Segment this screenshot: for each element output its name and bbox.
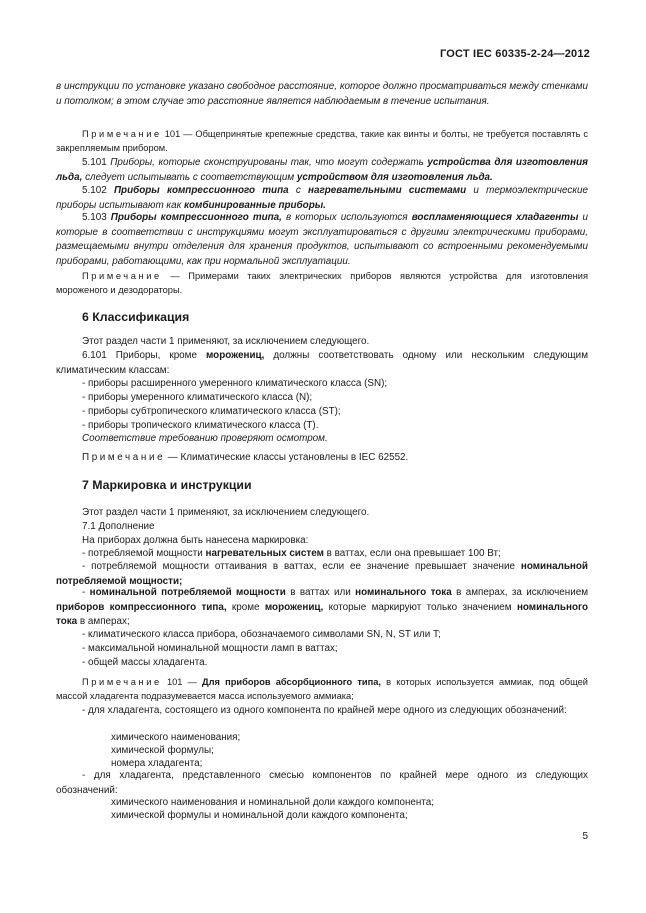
- item-text: в ваттах, если она превышает 100 Вт;: [323, 548, 501, 559]
- term-bold: устройства для изготовления льда,: [56, 157, 588, 183]
- compliance-statement: Соответствие требованию проверяют осмотром.: [82, 433, 328, 444]
- designation-item: химической формулы и номинальной доли каждого компонента;: [111, 810, 408, 821]
- term-bold: номинального тока: [355, 587, 452, 598]
- clause-text: с: [288, 185, 309, 196]
- continued-paragraph: в инструкции по установке указано свободное расстояние, которое должно просматриваться между стенками и потолком; в этом случае это расстояние является наблюдаемым в течение испытания.: [56, 81, 588, 107]
- term-bold: Для приборов абсорбционного типа,: [202, 677, 382, 687]
- note-101-fastening: [56, 127, 588, 155]
- note-text: 101 — Общепринятые крепежные средства, такие как винты и болты, не требуется поставлять с закрепляемым прибором.: [56, 129, 588, 153]
- item-text: в амперах, за исключением: [451, 587, 588, 598]
- clause-text: и которые в соответствии с инструкциями могут эксплуатироваться с другими электрическими приборами, размещаемыми внутри отделения для хранения продуктов, испытывают со встроенными рекомендуемыми приборами, работающими, как при нормальной эксплуатации.: [56, 212, 588, 267]
- clause-text: и термоэлектрические приборы испытывают как: [56, 185, 588, 211]
- item-text: в амперах;: [77, 616, 130, 628]
- note-text: — Климатические классы установлены в IEC 62552.: [165, 452, 409, 463]
- marking-item: - максимальной номинальной мощности ламп в ваттах;: [82, 643, 338, 654]
- clause-text: в которых используются: [281, 212, 412, 223]
- item-text: в ваттах или: [285, 587, 356, 598]
- note-label: Примечание: [82, 677, 162, 687]
- clause-text: Приборы, которые сконструированы так, что могут содержать: [110, 157, 428, 168]
- page-number: 5: [582, 831, 588, 842]
- subclause-7-1: 7.1 Дополнение: [82, 521, 155, 532]
- clause-5-103: [56, 211, 588, 269]
- note-text: 101 —: [161, 677, 203, 687]
- item-text: - потребляемой мощности оттаивания в ваттах, если ее значение превышает значение: [82, 561, 521, 572]
- item-text: кроме: [226, 601, 265, 613]
- mixture-refrigerant-intro: - для хладагента, представленного смесью компонентов по крайней мере одного из следующих обозначений:: [56, 770, 588, 796]
- term-bold: приборов компрессионного типа,: [56, 601, 227, 613]
- note-text: в которых используется аммиак, под общей массой хладагента подразумевается масса используемого аммиака;: [56, 677, 588, 701]
- clause-number: 5.102: [82, 185, 114, 196]
- term-bold: устройством для изготовления льда.: [296, 171, 493, 183]
- clause-6-101: [56, 349, 588, 378]
- climate-class-item: - приборы умеренного климатического класса (N);: [82, 392, 313, 403]
- climate-class-item: - приборы субтропического климатического класса (ST);: [82, 406, 341, 417]
- marking-intro: На приборах должна быть нанесена маркировка:: [82, 535, 309, 546]
- section-6-intro: Этот раздел части 1 применяют, за исключением следующего.: [82, 336, 370, 347]
- designation-item: номера хладагента;: [111, 758, 203, 769]
- clause-text: должны соответствовать одному или нескольким следующим климатическим классам:: [56, 350, 588, 376]
- section-6-heading: 6 Классификация: [82, 310, 190, 324]
- term-bold: морожениц,: [206, 350, 265, 361]
- item-text: которые маркируют только значением: [323, 601, 517, 613]
- item-text: - потребляемой мощности: [82, 548, 206, 559]
- section-7-intro: Этот раздел части 1 применяют, за исключением следующего.: [82, 507, 370, 518]
- designation-item: химического наименования и номинальной доли каждого компонента;: [111, 797, 434, 808]
- term-bold: воспламеняющиеся хладагенты: [411, 212, 579, 223]
- climate-class-item: - приборы расширенного умеренного климатического класса (SN);: [82, 378, 388, 389]
- item-text: -: [82, 587, 90, 598]
- term-bold: Приборы компрессионного типа,: [110, 212, 282, 223]
- clause-number: 5.103: [82, 212, 111, 223]
- clause-5-101: [56, 156, 588, 185]
- note-label: Примечание: [82, 271, 162, 281]
- marking-item: [56, 560, 588, 589]
- standard-code-header: ГОСТ IEC 60335-2-24—2012: [439, 48, 590, 60]
- term-bold: комбинированные приборы.: [183, 199, 326, 211]
- term-bold: нагревательными системами: [308, 185, 467, 196]
- note-text: — Примерами таких электрических приборов являются устройства для изготовления мороженого и дезодораторы.: [56, 271, 588, 295]
- section-7-heading: 7 Маркировка и инструкции: [82, 478, 252, 492]
- term-bold: нагревательных систем: [205, 548, 324, 559]
- note-climate-classes: [82, 451, 408, 465]
- marking-item: [82, 547, 501, 561]
- note-101-absorption: [56, 675, 588, 703]
- term-bold: номинального тока: [56, 601, 588, 628]
- climate-class-item: - приборы тропического климатического класса (T).: [82, 420, 319, 431]
- clause-number: 5.101: [82, 157, 111, 168]
- single-refrigerant-intro: - для хладагента, состоящего из одного компонента по крайней мере одного из следующих обозначений:: [82, 705, 567, 716]
- term-bold: Приборы компрессионного типа: [113, 185, 289, 196]
- clause-text: следует испытывать с соответствующим: [82, 171, 297, 183]
- note-examples: [56, 269, 588, 297]
- clause-text: 6.101 Приборы, кроме: [82, 350, 206, 361]
- clause-5-102: [56, 184, 588, 213]
- term-bold: номинальной потребляемой мощности;: [56, 561, 588, 587]
- term-bold: морожениц,: [264, 601, 324, 613]
- marking-item: - общей массы хладагента.: [82, 657, 208, 668]
- term-bold: номинальной потребляемой мощности: [89, 587, 286, 598]
- marking-item: [56, 586, 588, 630]
- note-label: Примечание: [82, 452, 166, 463]
- note-label: Примечание: [82, 129, 162, 139]
- designation-item: химической формулы;: [111, 745, 214, 756]
- designation-item: химического наименования;: [111, 732, 241, 743]
- marking-item: - климатического класса прибора, обозначаемого символами SN, N, ST или T;: [82, 629, 441, 640]
